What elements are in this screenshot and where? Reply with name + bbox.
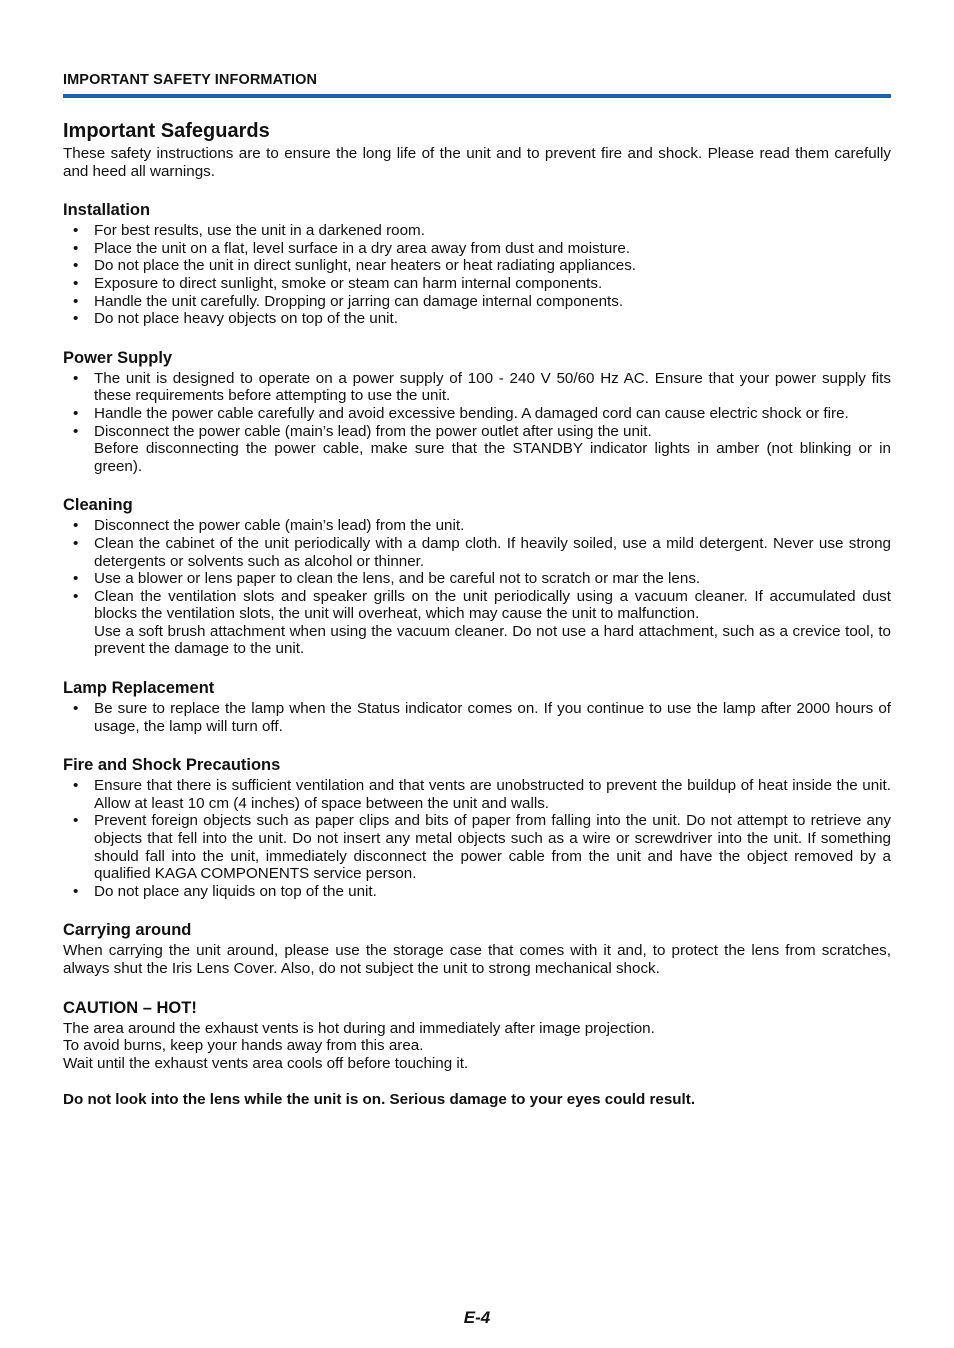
- page-title: Important Safeguards: [63, 120, 270, 142]
- list-item: [63, 423, 891, 476]
- list-item: • Handle the power cable carefully and avoid excessive bending. A damaged cord can cause electric shock or fire.: [63, 405, 891, 423]
- eye-warning: Do not look into the lens while the unit is on. Serious damage to your eyes could result.: [63, 1091, 696, 1109]
- list-item: • Be sure to replace the lamp when the Status indicator comes on. If you continue to use the lamp after 2000 hours of usage, the lamp will turn off.: [63, 700, 891, 735]
- list-item-text: • Disconnect the power cable (main’s lead) from the power outlet after using the unit.: [94, 422, 652, 440]
- caution-line: The area around the exhaust vents is hot during and immediately after image projection.: [63, 1019, 655, 1037]
- cleaning-list: [63, 517, 891, 658]
- page-number: E-4: [463, 1308, 491, 1327]
- list-item: • Exposure to direct sunlight, smoke or steam can harm internal components.: [63, 275, 891, 293]
- list-item: • The unit is designed to operate on a power supply of 100 - 240 V 50/60 Hz AC. Ensure that your power supply fits these requirements before attempting to use the unit.: [63, 370, 891, 405]
- list-item: • Do not place the unit in direct sunlight, near heaters or heat radiating appliances.: [63, 257, 891, 275]
- power-supply-list: [63, 370, 891, 476]
- header-rule: [63, 94, 891, 98]
- carrying-heading: Carrying around: [63, 921, 192, 940]
- list-item-continuation: Before disconnecting the power cable, make sure that the STANDBY indicator lights in amber (not blinking or in green).: [94, 440, 891, 475]
- list-item: • Do not place any liquids on top of the unit.: [63, 883, 891, 901]
- list-item: • Use a blower or lens paper to clean the lens, and be careful not to scratch or mar the lens.: [63, 570, 891, 588]
- list-item-continuation: Use a soft brush attachment when using the vacuum cleaner. Do not use a hard attachment, such as a crevice tool, to prevent the damage to the unit.: [94, 622, 891, 658]
- list-item: • Handle the unit carefully. Dropping or jarring can damage internal components.: [63, 293, 891, 311]
- caution-heading: CAUTION – HOT!: [63, 998, 197, 1017]
- lamp-replacement-list: [63, 700, 891, 735]
- carrying-paragraph: When carrying the unit around, please use the storage case that comes with it and, to protect the lens from scratches, always shut the Iris Lens Cover. Also, do not subject the unit to strong mechanical shock.: [63, 942, 891, 977]
- list-item: • Ensure that there is sufficient ventilation and that vents are unobstructed to prevent the buildup of heat inside the unit. Allow at least 10 cm (4 inches) of space between the unit and walls.: [63, 777, 891, 812]
- fire-shock-heading: Fire and Shock Precautions: [63, 756, 281, 775]
- list-item: [63, 588, 891, 658]
- fire-shock-list: [63, 777, 891, 900]
- list-item: • For best results, use the unit in a darkened room.: [63, 222, 891, 240]
- cleaning-heading: Cleaning: [63, 496, 133, 515]
- caution-line: Wait until the exhaust vents area cools off before touching it.: [63, 1054, 469, 1072]
- document-page: [63, 72, 891, 1109]
- list-item: • Clean the cabinet of the unit periodically with a damp cloth. If heavily soiled, use a mild detergent. Never use strong detergents or solvents such as alcohol or thinner.: [63, 535, 891, 570]
- installation-list: [63, 222, 891, 328]
- list-item-text: • Clean the ventilation slots and speaker grills on the unit periodically using a vacuum cleaner. If accumulated dust blocks the ventilation slots, the unit will overheat, which may cause the unit to malfunction.: [94, 587, 891, 623]
- section-header: IMPORTANT SAFETY INFORMATION: [63, 72, 318, 88]
- intro-paragraph: These safety instructions are to ensure the long life of the unit and to prevent fire and shock. Please read them carefully and heed all warnings.: [63, 145, 891, 180]
- list-item: • Prevent foreign objects such as paper clips and bits of paper from falling into the unit. Do not attempt to retrieve any objects that fell into the unit. Do not insert any metal objects such as a wire or screwdriver into the unit. If something should fall into the unit, immediately disconnect the power cable from the unit and have the object removed by a qualified KAGA COMPONENTS service person.: [63, 812, 891, 882]
- list-item: • Place the unit on a flat, level surface in a dry area away from dust and moisture.: [63, 240, 891, 258]
- caution-line: To avoid burns, keep your hands away from this area.: [63, 1037, 424, 1055]
- lamp-replacement-heading: Lamp Replacement: [63, 679, 215, 698]
- list-item: • Disconnect the power cable (main’s lead) from the unit.: [63, 517, 891, 535]
- installation-heading: Installation: [63, 201, 151, 220]
- power-supply-heading: Power Supply: [63, 348, 173, 367]
- list-item: • Do not place heavy objects on top of the unit.: [63, 310, 891, 328]
